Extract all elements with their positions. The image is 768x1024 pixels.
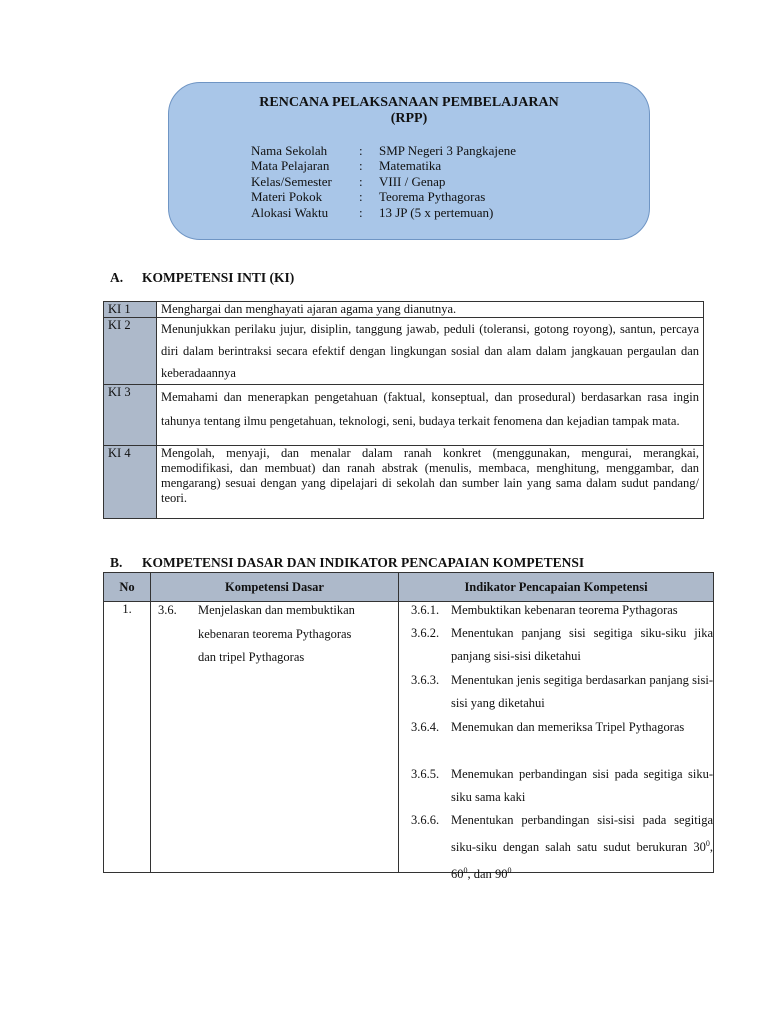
table-row <box>104 385 704 446</box>
rpp-title: RENCANA PELAKSANAAN PEMBELAJARAN <box>259 95 559 110</box>
angle-separator: , dan <box>467 867 495 882</box>
header-kd: Kompetensi Dasar <box>151 573 399 602</box>
info-value: Teorema Pythagoras <box>379 189 486 204</box>
info-sep: : <box>359 158 363 173</box>
indicator-number: 3.6.4. <box>411 720 440 734</box>
indicator-text: Menentukan panjang sisi segitiga siku-siku jika panjang sisi-sisi diketahui <box>451 626 713 663</box>
info-value: 13 JP (5 x pertemuan) <box>379 205 494 220</box>
info-label: Mata Pelajaran <box>251 158 330 173</box>
indicator-number: 3.6.5. <box>411 767 440 781</box>
table-header-row <box>104 573 714 602</box>
section-title: KOMPETENSI INTI (KI) <box>142 270 295 285</box>
table-row <box>104 602 714 873</box>
header-no: No <box>104 573 151 602</box>
info-value: Matematika <box>379 158 442 173</box>
indicator-text: Membuktikan kebenaran teorema Pythagoras <box>451 603 678 617</box>
indicator-text: Menemukan dan memeriksa Tripel Pythagoras <box>451 720 685 734</box>
rpp-header-box <box>168 82 650 240</box>
angle-value: 90 <box>494 867 508 882</box>
section-title: KOMPETENSI DASAR DAN INDIKATOR PENCAPAIAN KOMPETENSI <box>142 555 585 570</box>
indicator-number: 3.6.2. <box>411 626 440 640</box>
ki-code: KI 1 <box>104 302 157 318</box>
indicator-number: 3.6.6. <box>411 813 440 827</box>
indicator-number: 3.6.1. <box>411 603 440 617</box>
kd-text-line: Menjelaskan dan membuktikan <box>198 603 355 617</box>
angle-value: 30 <box>693 840 706 855</box>
ki-code: KI 3 <box>104 385 157 446</box>
info-value: SMP Negeri 3 Pangkajene <box>379 143 517 158</box>
rpp-subtitle: (RPP) <box>390 111 428 126</box>
angle-separator: , <box>709 840 714 855</box>
header-ipk: Indikator Pencapaian Kompetensi <box>399 573 714 602</box>
degree-mark: 0 <box>507 866 512 876</box>
info-label: Materi Pokok <box>251 189 323 204</box>
degree-mark: 0 <box>705 839 710 848</box>
ki-text: Mengolah, menyaji, dan menalar dalam ranah konkret (menggunakan, mengurai, merangkai, memodifikasi, dan membuat) dan ranah abstrak (menulis, membaca, menghitung, menggambar, dan mengarang) sesuai dengan yang dipelajari di sekolah dan sumber lain yang sama dalam sudut pandang/ teori. <box>157 446 704 519</box>
info-sep: : <box>359 143 363 158</box>
kd-text-line: kebenaran teorema Pythagoras <box>198 627 352 641</box>
info-sep: : <box>359 174 363 189</box>
section-letter: B. <box>110 555 123 570</box>
info-label: Alokasi Waktu <box>251 205 329 220</box>
kd-text-line: dan tripel Pythagoras <box>198 650 305 664</box>
angle-value: 60 <box>451 867 464 882</box>
indicator-number: 3.6.3. <box>411 673 440 687</box>
degree-mark: 0 <box>463 866 468 876</box>
ki-text: Menunjukkan perilaku jujur, disiplin, tanggung jawab, peduli (toleransi, gotong royong), santun, percaya diri dalam berintraksi secara efektif dengan lingkungan sosial dan alam dalam jangkauan pergaulan dan keberadaannya <box>157 318 704 385</box>
ki-text: Memahami dan menerapkan pengetahuan (faktual, konseptual, dan prosedural) berdasarkan rasa ingin tahunya tentang ilmu pengetahuan, teknologi, seni, budaya terkait fenomena dan kejadian tampak mata. <box>157 385 704 446</box>
kd-table <box>103 572 714 882</box>
indicator-text <box>451 809 713 886</box>
info-label: Nama Sekolah <box>251 143 328 158</box>
ki-code: KI 2 <box>104 318 157 385</box>
section-letter: A. <box>110 270 124 285</box>
info-value: VIII / Genap <box>379 174 446 189</box>
ipk-cell <box>399 602 714 882</box>
table-row <box>104 446 704 519</box>
row-no: 1. <box>104 602 151 873</box>
table-row <box>104 302 704 318</box>
table-row <box>104 318 704 385</box>
ki-code: KI 4 <box>104 446 157 519</box>
ki-text: Menghargai dan menghayati ajaran agama yang dianutnya. <box>157 302 704 318</box>
indicator-text-main: Menentukan perbandingan sisi-sisi pada segitiga siku-siku dengan salah satu sudut berukuran <box>451 813 713 855</box>
info-sep: : <box>359 205 363 220</box>
indicator-text: Menemukan perbandingan sisi pada segitiga siku-siku sama kaki <box>451 767 713 804</box>
ki-table <box>103 301 704 519</box>
kd-number: 3.6. <box>158 603 177 617</box>
kd-cell <box>151 602 399 873</box>
info-sep: : <box>359 189 363 204</box>
indicator-text: Menentukan jenis segitiga berdasarkan panjang sisi-sisi yang diketahui <box>451 673 713 710</box>
info-label: Kelas/Semester <box>251 174 332 189</box>
